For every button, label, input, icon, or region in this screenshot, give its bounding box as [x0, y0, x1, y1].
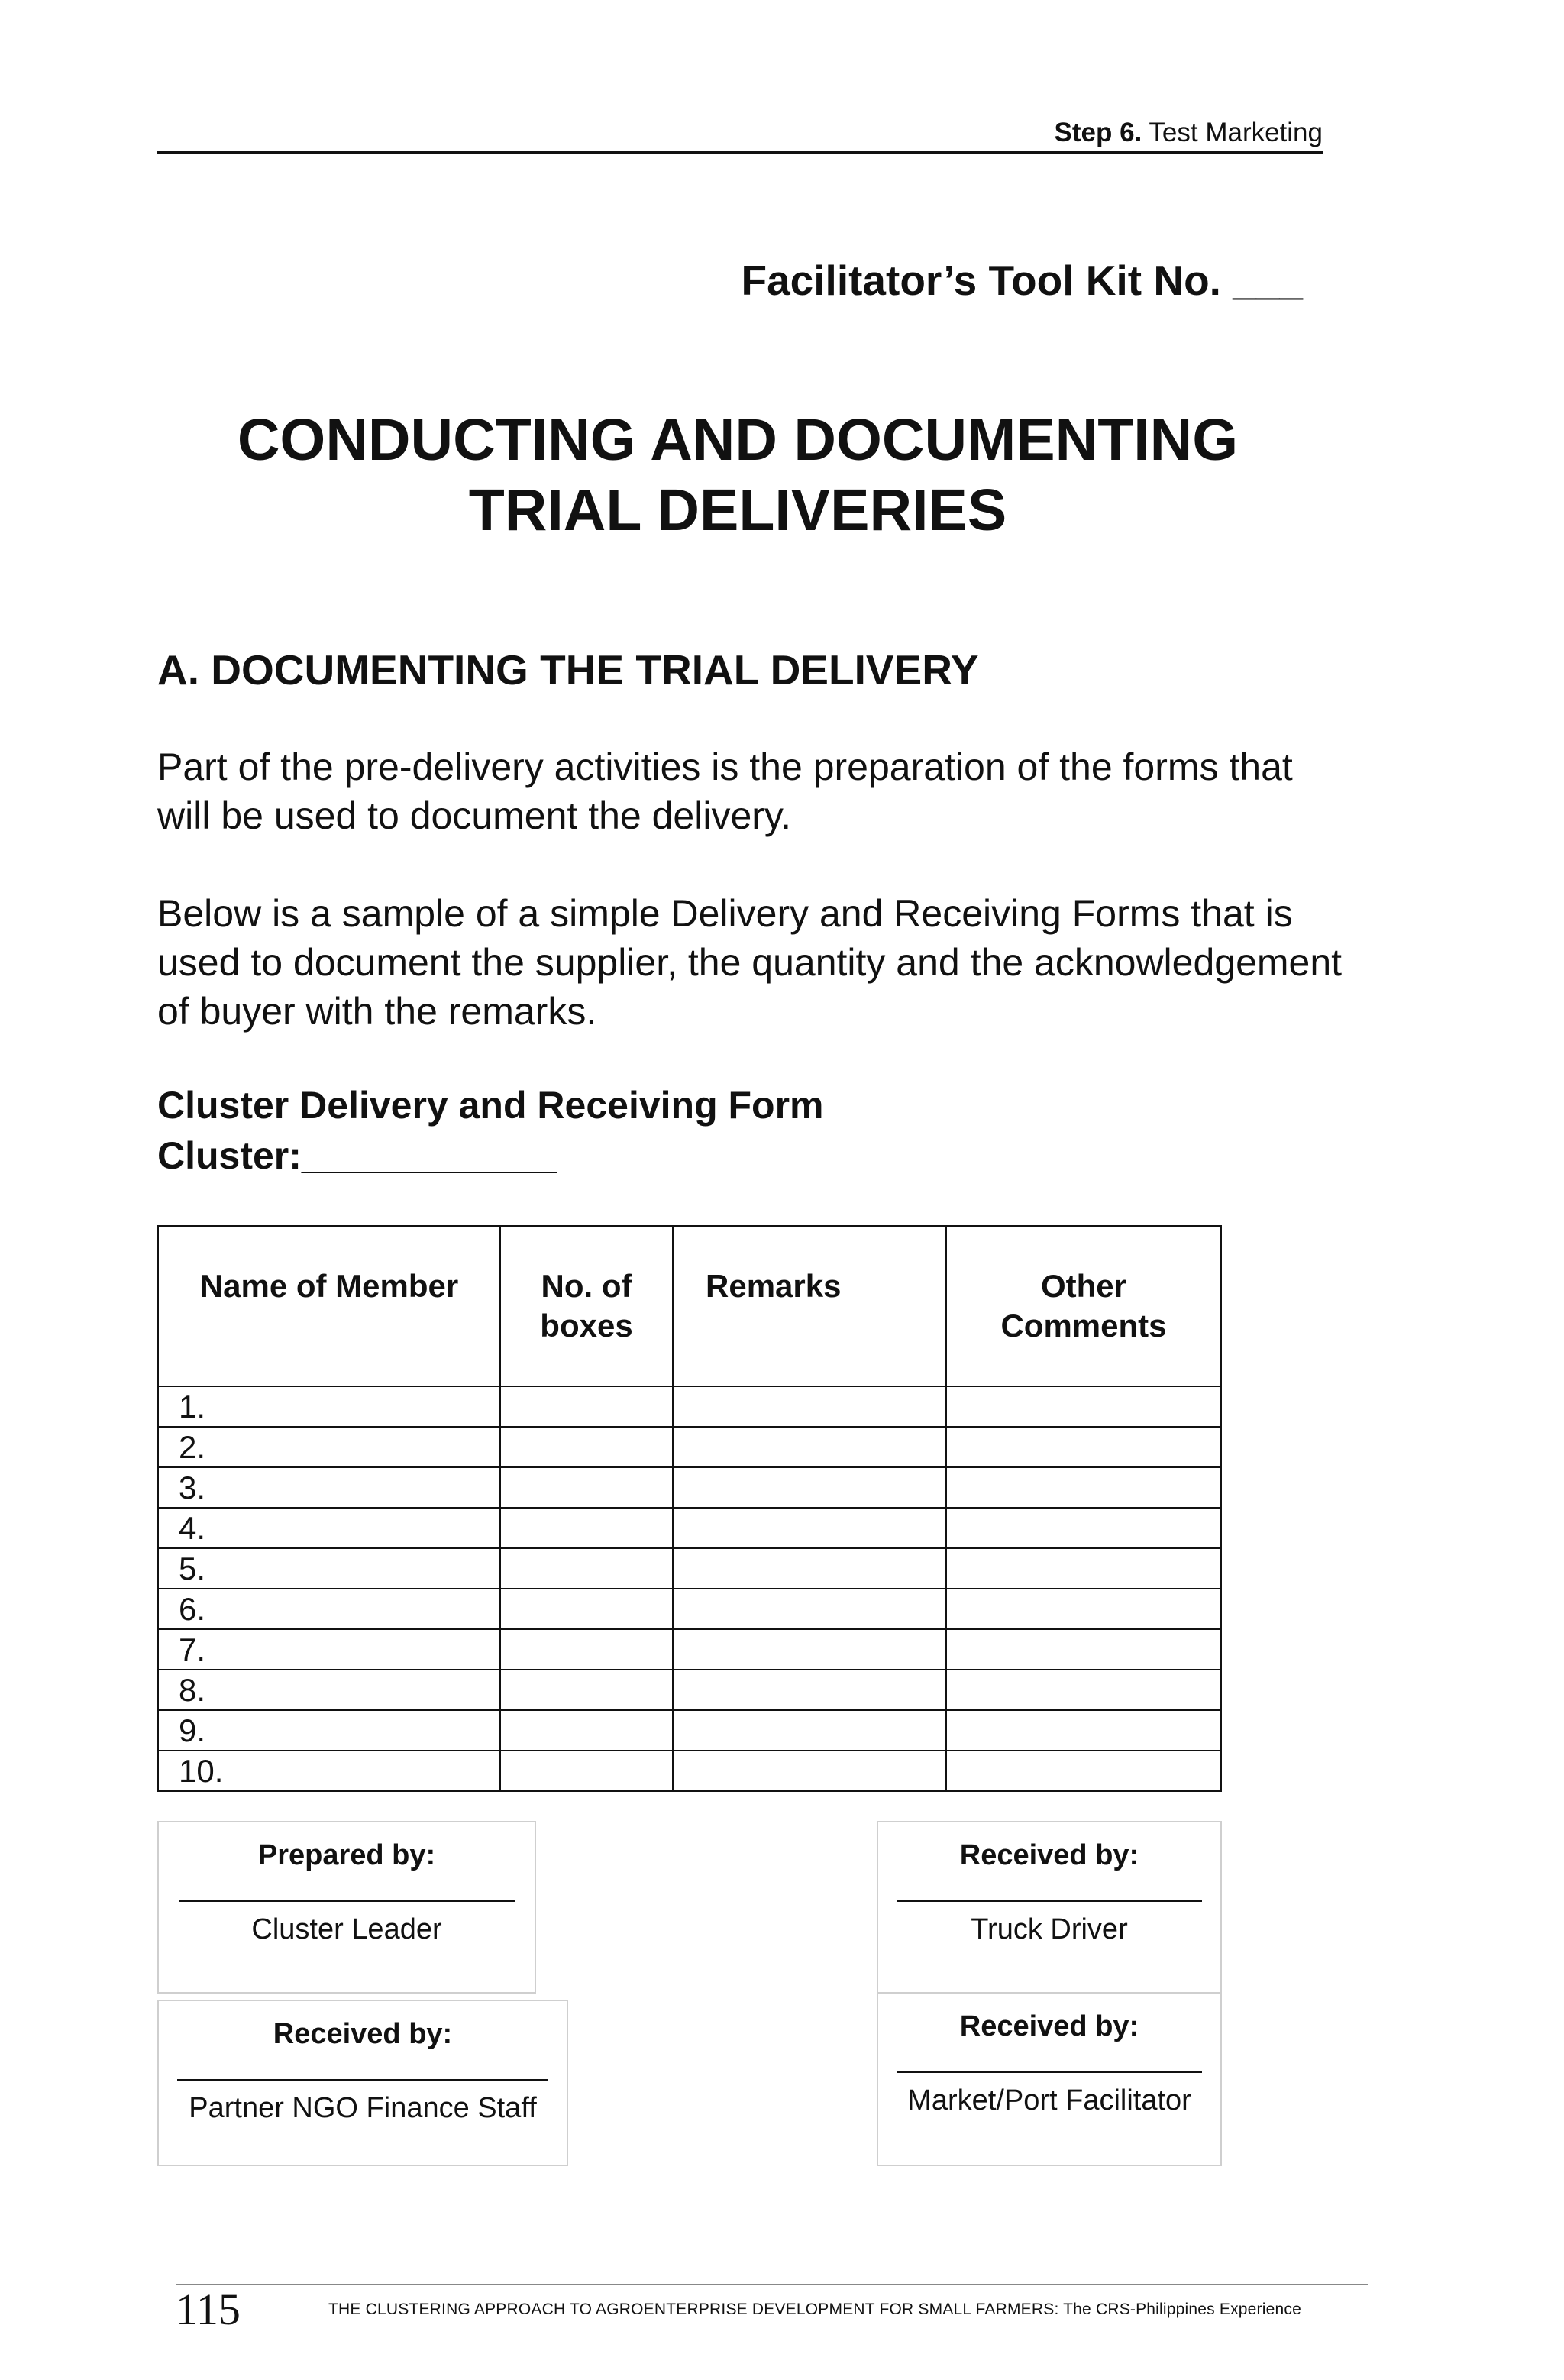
title-line-1: CONDUCTING AND DOCUMENTING — [237, 407, 1239, 473]
row-number: 9. — [158, 1710, 500, 1751]
table-row — [158, 1508, 1221, 1548]
column-header-name: Name of Member — [158, 1226, 500, 1386]
footer-text: THE CLUSTERING APPROACH TO AGROENTERPRISE DEVELOPMENT FOR SMALL FARMERS: The CRS-Philippines Experience — [328, 2301, 1301, 2318]
boxes-cell — [500, 1386, 673, 1427]
signature-label: Received by: — [959, 1839, 1139, 1871]
page-number: 115 — [176, 2285, 241, 2334]
toolkit-label: Facilitator’s Tool Kit No. ___ — [741, 257, 1303, 304]
table-row — [158, 1589, 1221, 1629]
comments-cell — [946, 1386, 1221, 1427]
table-header-row — [158, 1226, 1221, 1386]
signature-role: Partner NGO Finance Staff — [189, 2092, 537, 2124]
comments-cell — [946, 1710, 1221, 1751]
signature-line — [897, 2071, 1202, 2073]
paragraph-1: Part of the pre-delivery activities is the preparation of the forms that will be used to document the delivery. — [157, 745, 1293, 837]
running-header — [157, 115, 1323, 154]
row-number: 4. — [158, 1508, 500, 1548]
signature-box-truck-driver — [877, 1821, 1222, 1994]
step-title: Test Marketing — [1149, 118, 1323, 147]
boxes-cell — [500, 1670, 673, 1710]
comments-cell — [946, 1508, 1221, 1548]
boxes-cell — [500, 1751, 673, 1791]
boxes-cell — [500, 1427, 673, 1467]
comments-cell — [946, 1670, 1221, 1710]
column-header-boxes — [500, 1226, 673, 1386]
signature-box-prepared — [157, 1821, 536, 1994]
table-row — [158, 1548, 1221, 1589]
signature-line — [179, 1900, 515, 1902]
remarks-cell — [673, 1508, 946, 1548]
form-heading — [157, 1080, 824, 1181]
comments-cell — [946, 1467, 1221, 1508]
table-row — [158, 1386, 1221, 1427]
remarks-cell — [673, 1670, 946, 1710]
remarks-cell — [673, 1751, 946, 1791]
remarks-cell — [673, 1427, 946, 1467]
row-number: 6. — [158, 1589, 500, 1629]
signature-label: Received by: — [959, 2010, 1139, 2042]
signature-line — [897, 1900, 1202, 1902]
remarks-cell — [673, 1589, 946, 1629]
delivery-form-table — [157, 1225, 1222, 1792]
remarks-cell — [673, 1710, 946, 1751]
remarks-cell — [673, 1386, 946, 1427]
row-number: 3. — [158, 1467, 500, 1508]
section-heading: A. DOCUMENTING THE TRIAL DELIVERY — [157, 646, 979, 694]
column-header-remarks: Remarks — [673, 1226, 946, 1386]
signature-role: Cluster Leader — [251, 1913, 442, 1945]
row-number: 2. — [158, 1427, 500, 1467]
comments-cell — [946, 1589, 1221, 1629]
row-number: 1. — [158, 1386, 500, 1427]
signature-role: Truck Driver — [971, 1913, 1128, 1945]
step-label: Step 6. — [1054, 118, 1142, 147]
boxes-cell — [500, 1710, 673, 1751]
row-number: 10. — [158, 1751, 500, 1791]
remarks-cell — [673, 1629, 946, 1670]
form-title: Cluster Delivery and Receiving Form — [157, 1084, 824, 1127]
signature-role: Market/Port Facilitator — [907, 2084, 1191, 2116]
boxes-cell — [500, 1467, 673, 1508]
paragraph-2: Below is a sample of a simple Delivery and Receiving Forms that is used to document the supplier, the quantity and the acknowledgement of buyer with the remarks. — [157, 892, 1343, 1033]
signature-box-facilitator — [877, 1992, 1222, 2166]
page-title — [157, 405, 1318, 545]
signature-box-finance-staff — [157, 2000, 568, 2166]
column-header-comments-text: Other Comments — [1000, 1268, 1167, 1344]
column-header-comments — [946, 1226, 1221, 1386]
column-header-boxes-text: No. of boxes — [540, 1268, 633, 1344]
remarks-cell — [673, 1467, 946, 1508]
signature-label: Received by: — [273, 2018, 453, 2050]
comments-cell — [946, 1548, 1221, 1589]
comments-cell — [946, 1751, 1221, 1791]
comments-cell — [946, 1629, 1221, 1670]
title-line-2: TRIAL DELIVERIES — [468, 477, 1007, 543]
cluster-label: Cluster:____________ — [157, 1134, 557, 1177]
footer-rule — [176, 2284, 1368, 2285]
table-row — [158, 1670, 1221, 1710]
boxes-cell — [500, 1548, 673, 1589]
remarks-cell — [673, 1548, 946, 1589]
row-number: 5. — [158, 1548, 500, 1589]
table-row — [158, 1629, 1221, 1670]
boxes-cell — [500, 1589, 673, 1629]
boxes-cell — [500, 1629, 673, 1670]
signature-line — [177, 2079, 548, 2081]
table-row — [158, 1427, 1221, 1467]
row-number: 7. — [158, 1629, 500, 1670]
comments-cell — [946, 1427, 1221, 1467]
row-number: 8. — [158, 1670, 500, 1710]
table-row — [158, 1467, 1221, 1508]
table-row — [158, 1710, 1221, 1751]
table-row — [158, 1751, 1221, 1791]
boxes-cell — [500, 1508, 673, 1548]
signature-label: Prepared by: — [257, 1839, 436, 1871]
